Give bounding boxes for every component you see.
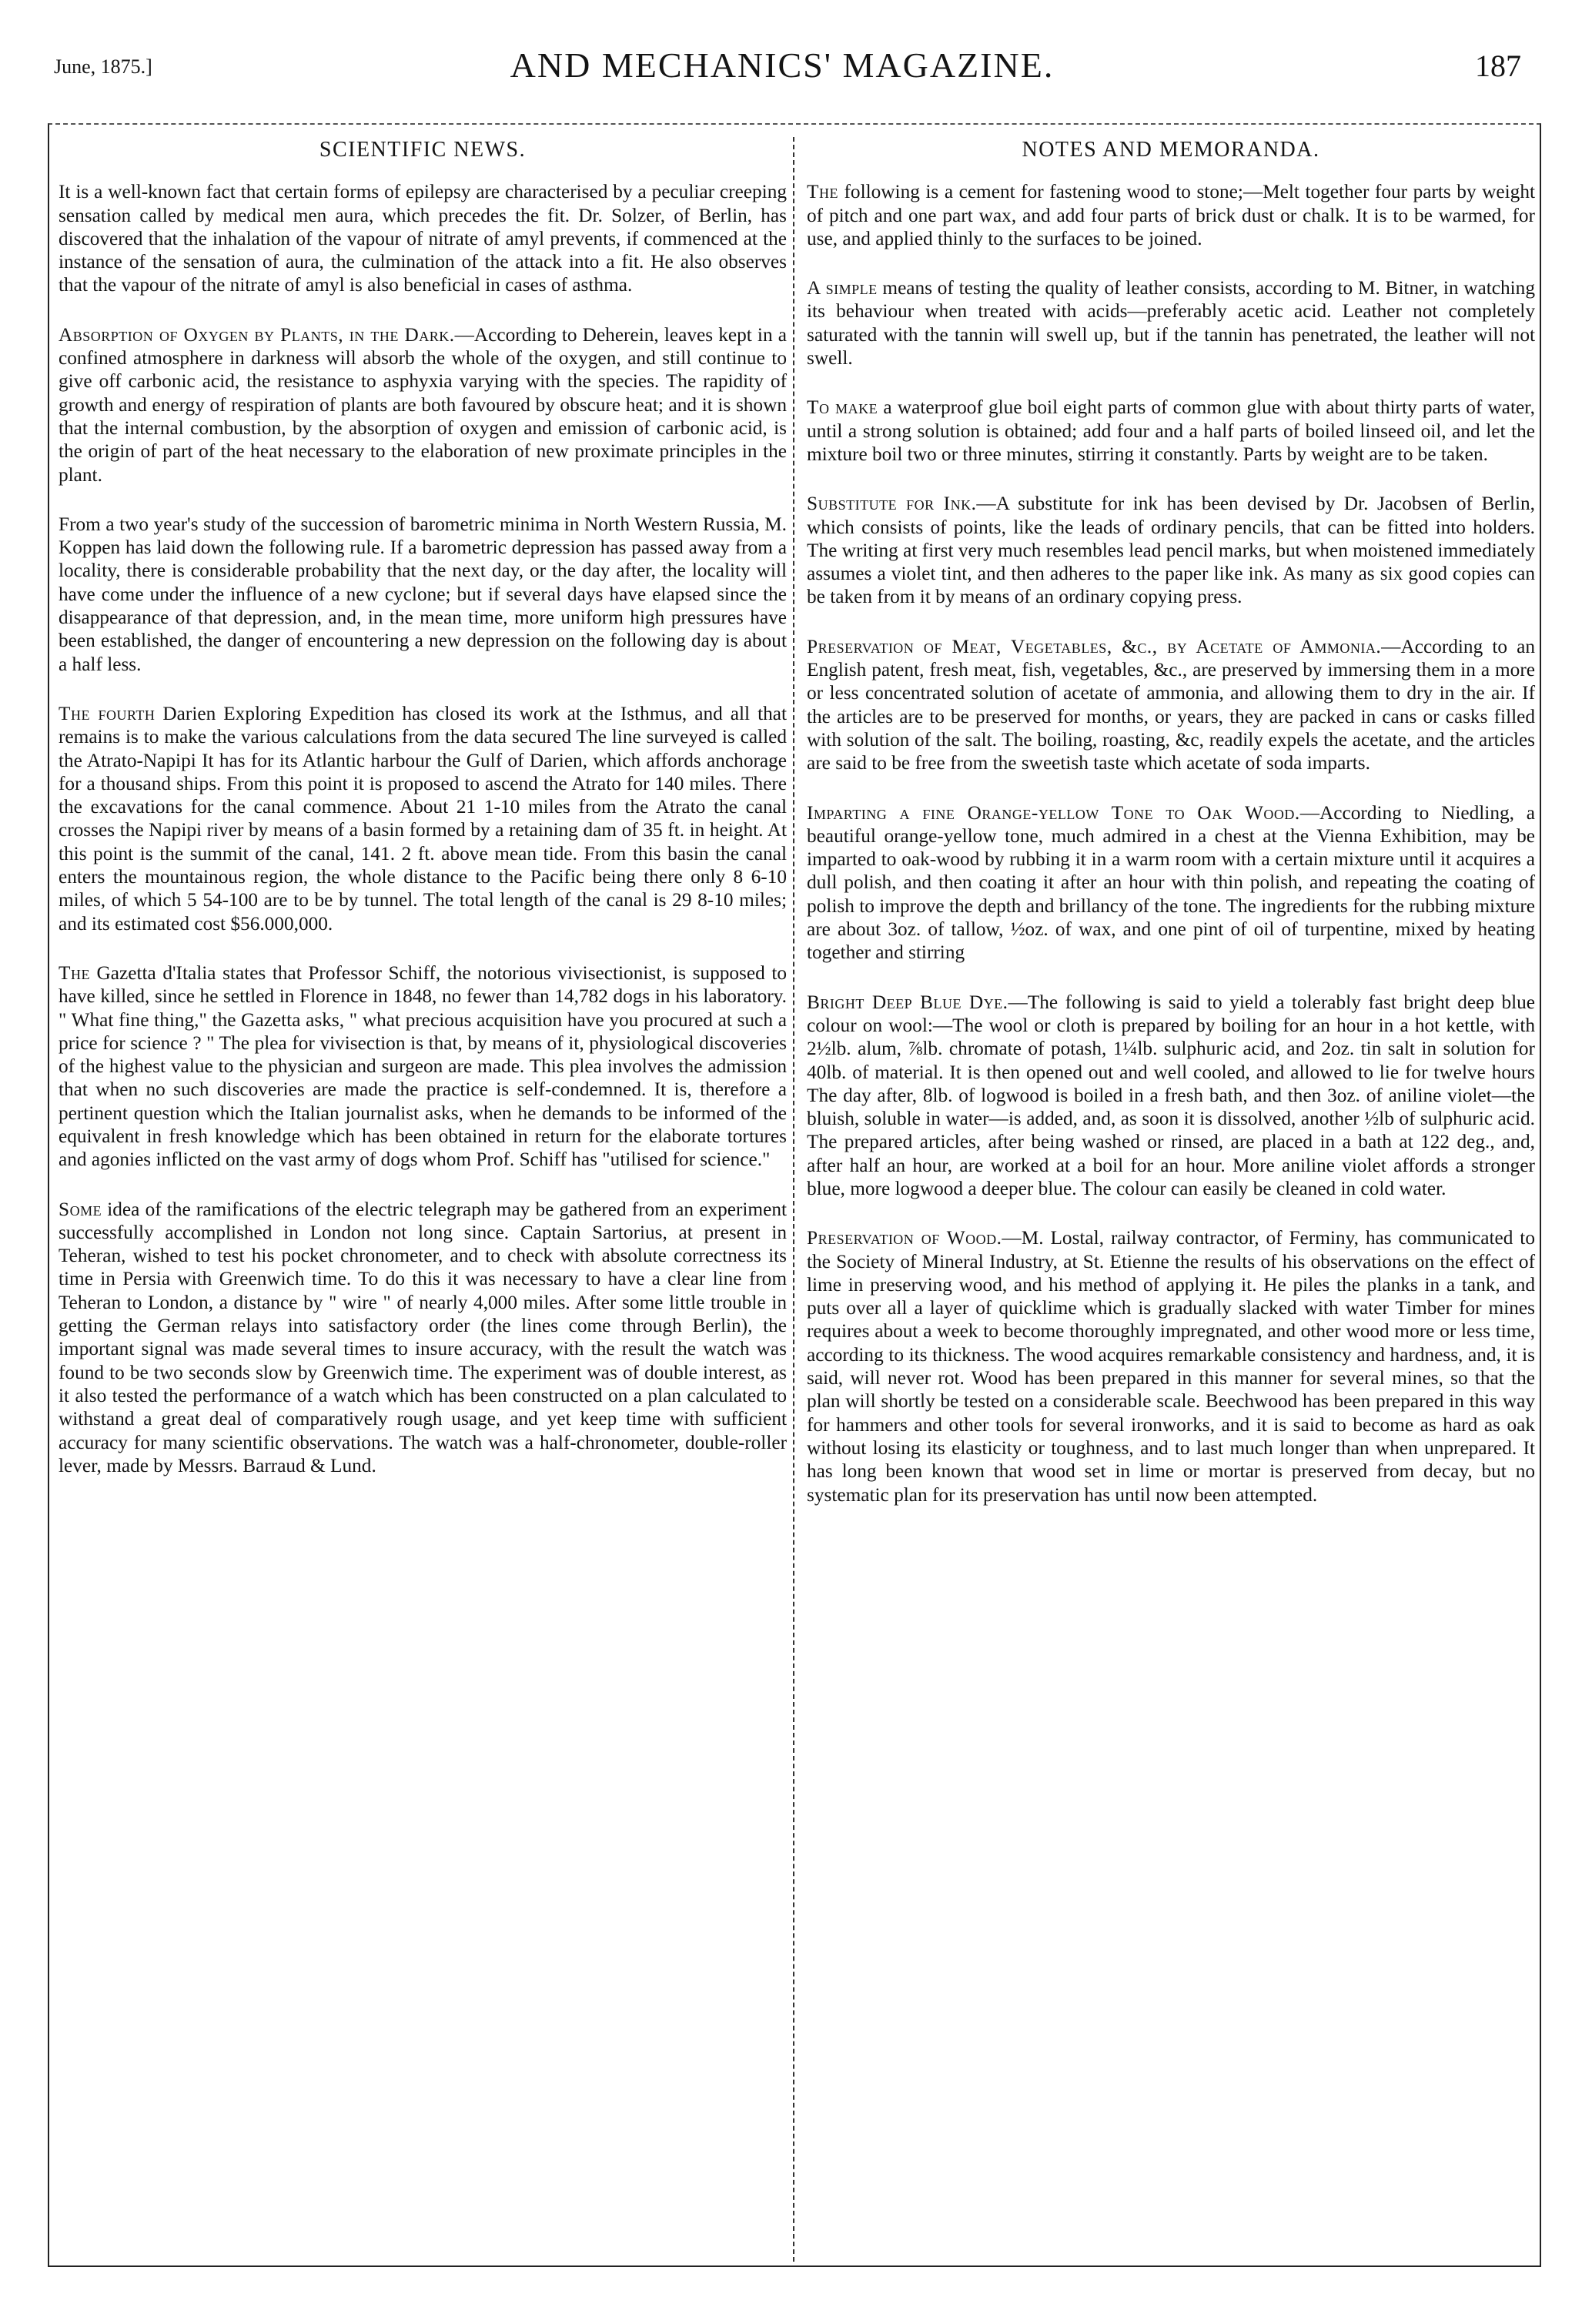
section-title-notes-memoranda: NOTES AND MEMORANDA. bbox=[1022, 138, 1320, 162]
paragraph-text: —M. Lostal, railway contractor, of Ferminy, has communicated to the Society of Mineral Industry, at St. Etienne the results of his observations on the effect of lime in preserving wood, and his method of applying it. He piles the planks in a tank, and puts over all a layer of quicklime which is gradually slacked with water Timber for mines requires about a week to become thoroughly impregnated, and other wood more or less time, according to its thickness. The wood acquires remarkable consistency and hardness, and, it is said, will never rot. Wood has been prepared in this manner for several mines, so that the plan will shortly be tested on a considerable scale. Beechwood has been prepared in this way for hammers and other tools for several ironworks, and it is said to become as hard as oak without losing its elasticity or toughness, and to last much longer than when unprepared. It has long been known that wood set in lime or mortar is preserved from decay, but no systematic plan for its preservation has until now been attempted. bbox=[807, 1227, 1535, 1506]
paragraph-lead: Preservation of Meat, Vegetables, &c., by Acetate of Ammonia. bbox=[807, 635, 1382, 657]
paragraph-lead: Preservation of Wood. bbox=[807, 1227, 1002, 1249]
paragraph-lead: The bbox=[807, 181, 838, 203]
paragraph-text: means of testing the quality of leather consists, according to M. Bitner, in watching its behaviour when treated with acids—preferably acetic acid. Leather not completely saturated with the tannin will swell up, but if the tannin has penetrated, the leather will not swell. bbox=[807, 277, 1535, 369]
article-paragraph bbox=[807, 396, 1535, 466]
article-paragraph bbox=[59, 1198, 787, 1478]
article-paragraph bbox=[807, 801, 1535, 965]
paragraph-lead: The bbox=[59, 961, 90, 984]
paragraph-lead: Substitute for Ink. bbox=[807, 493, 977, 515]
article-paragraph bbox=[59, 961, 787, 1172]
article-paragraph bbox=[807, 635, 1535, 775]
article-paragraph bbox=[59, 702, 787, 935]
left-column bbox=[59, 137, 787, 1503]
paragraph-lead: Bright Deep Blue Dye. bbox=[807, 991, 1008, 1013]
article-paragraph bbox=[807, 991, 1535, 1201]
paragraph-lead: Absorption of Oxygen by Plants, in the Dark. bbox=[59, 323, 455, 346]
right-column bbox=[807, 137, 1535, 1533]
article-paragraph bbox=[59, 180, 787, 296]
paragraph-text: —The following is said to yield a tolerably fast bright deep blue colour on wool:—The wool or cloth is prepared by boiling for an hour in a hot kettle, with 2½lb. alum, ⅞lb. chromate of potash, 1¼lb. sulphuric acid, and 2oz. tin salt in solution for 40lb. of material. It is then opened out and well cooled, and allowed to lie for twelve hours The day after, 8lb. of logwood is boiled in a fresh bath, and then 3oz. of aniline violet—the bluish, soluble in water—is added, and, as soon it is dissolved, another ½lb of sulphuric acid. The prepared articles, after being washed or rinsed, are placed in a bath at 122 deg., and, after half an hour, are worked at a boil for an hour. More aniline violet affords a stronger blue, more logwood a deeper blue. The colour can easily be cleaned in cold water. bbox=[807, 991, 1535, 1199]
paragraph-lead: Imparting a fine Orange-yellow Tone to Oak Wood. bbox=[807, 801, 1300, 824]
paragraph-text: a waterproof glue boil eight parts of common glue with about thirty parts of water, until a strong solution is obtained; add four and a half parts of boiled linseed oil, and let the mixture boil two or three minutes, stirring it constantly. Parts by weight are to be taken. bbox=[807, 396, 1536, 465]
paragraph-text: —According to Deherein, leaves kept in a confined atmosphere in darkness will absorb the whole of the oxygen, and still continue to give off carbonic acid, the resistance to asphyxia varying with the species. The rapidity of growth and energy of respiration of plants are both favoured by obscure heat; and it is shown that the internal combustion, by the absorption of oxygen and emission of carbonic acid, is the origin of part of the heat necessary to the elaboration of new proximate principles in the plant. bbox=[59, 323, 787, 486]
article-paragraph bbox=[807, 492, 1535, 608]
paragraph-text: —A substitute for ink has been devised by Dr. Jacobsen of Berlin, which consists of points, like the leads of ordinary pencils, that can be fitted into holders. The writing at first very much resembles lead pencil marks, but when moistened immediately assumes a violet tint, and then adheres to the paper like ink. As many as six good copies can be taken from it by means of an ordinary copying press. bbox=[807, 493, 1535, 608]
article-paragraph bbox=[807, 1226, 1535, 1506]
page-header bbox=[43, 45, 1521, 94]
page-number: 187 bbox=[1475, 48, 1521, 83]
paragraph-text: Gazetta d'Italia states that Professor Schiff, the notorious vivisectionist, is supposed to have killed, since he settled in Florence in 1848, no fewer than 14,782 dogs in his laboratory. " What fine thing," the Gazetta asks, " what precious acquisition have you procured at such a price for science ? " The plea for vivisection is that, by means of it, physiological discoveries of the highest value to the physician and surgeon are made. This plea involves the admission that when no such discoveries are made the practice is self-condemned. It is, therefore a pertinent question which the Italian journalist asks, when he demands to be informed of the equivalent in fresh knowledge which has been obtained in return for the elaborate tortures and agonies inflicted on the vast army of dogs whom Prof. Schiff has "utilised for science." bbox=[59, 961, 787, 1171]
article-paragraph bbox=[59, 513, 787, 676]
paragraph-text: —According to Niedling, a beautiful orange-yellow tone, much admired in a chest at the Vienna Exhibition, may be imparted to oak-wood by rubbing it in a warm room with a certain mixture until it acquires a dull polish, and then coating it after an hour with thin polish, and repeating the coating of polish to improve the depth and brillancy of the tone. The ingredients for the rubbing mixture are about 3oz. of tallow, ½oz. of wax, and one pint of oil of turpentine, mixed by heating together and stirring bbox=[807, 801, 1536, 964]
paragraph-lead: Some bbox=[59, 1198, 102, 1220]
article-paragraph bbox=[807, 276, 1535, 369]
issue-date: June, 1875.] bbox=[54, 55, 152, 78]
paragraph-text: —According to an English patent, fresh meat, fish, vegetables, &c., are preserved by immersing them in a more or less concentrated solution of acetate of ammonia, and allowing them to dry in the air. If the articles are to be preserved for months, or years, they are packed in cans or casks filled with solution of the salt. The boiling, roasting, &c, readily expels the acetate, and the articles are said to be free from the sweetish taste which acetate of soda imparts. bbox=[807, 635, 1535, 774]
section-title-scientific-news: SCIENTIFIC NEWS. bbox=[319, 138, 527, 162]
paragraph-text: following is a cement for fastening wood to stone;—Melt together four parts by weight of pitch and one part wax, and add four parts of brick dust or chalk. It is to be warmed, for use, and applied thinly to the surfaces to be joined. bbox=[807, 181, 1535, 249]
right-paragraphs bbox=[807, 180, 1535, 1506]
article-paragraph bbox=[59, 323, 787, 487]
paragraph-lead: To make bbox=[807, 396, 878, 419]
paragraph-text: idea of the ramifications of the electric telegraph may be gathered from an experiment successfully accomplished in London not long since. Captain Sartorius, at present in Teheran, wished to test his pocket chronometer, and to check with absolute correctness its time in Persia with Greenwich time. To do this it was necessary to have a clear line from Teheran to London, a distance by " wire " of nearly 4,000 miles. After some little trouble in getting the German relays into satisfactory order (the lines come through Berlin), the important signal was made several times to insure accuracy, with the result the watch was found to be two seconds slow by Greenwich time. The experiment was of double interest, as it also tested the performance of a watch which has been constructed on a plan calculated to withstand a great deal of comparatively rough usage, and yet keep time with sufficient accuracy for many scientific observations. The watch was a half-chronometer, double-roller lever, made by Messrs. Barraud & Lund. bbox=[59, 1198, 787, 1476]
running-title: AND MECHANICS' MAGAZINE. bbox=[510, 45, 1055, 85]
paragraph-text: From a two year's study of the succession of barometric minima in North Western Russia, M. Koppen has laid down the following rule. If a barometric depression has passed away from a locality, there is considerable probability that the next day, or the day after, the locality will have come under the influence of a new cyclone; but if several days have elapsed since the disappearance of that depression, and, in the mean time, more uniform high pressures have been established, the danger of encountering a new depression on the following day is about a half less. bbox=[59, 513, 787, 675]
article-paragraph bbox=[807, 180, 1535, 250]
left-paragraphs bbox=[59, 180, 787, 1477]
paragraph-text: Darien Exploring Expedition has closed its work at the Isthmus, and all that remains is to make the various calculations from the data secured The line surveyed is called the Atrato-Napipi It has for its Atlantic harbour the Gulf of Darien, which affords anchorage for a thousand ships. From this point it is proposed to ascend the Atrato for 140 miles. There the excavations for the canal commence. About 21 1-10 miles from the Atrato the canal crosses the Napipi river by means of a basin formed by a retaining dam of 35 ft. in height. At this point is the summit of the canal, 141. 2 ft. above mean tide. From this basin the canal enters the mountainous region, the whole distance to the Pacific being there only 8 6-10 miles, of which 5 54-100 are to be by tunnel. The total length of the canal is 29 8-10 miles; and its estimated cost $56.000,000. bbox=[59, 702, 788, 935]
paragraph-lead: A simple bbox=[807, 277, 878, 299]
column-divider bbox=[793, 137, 794, 2262]
paragraph-lead: The fourth bbox=[59, 702, 156, 724]
paragraph-text: It is a well-known fact that certain forms of epilepsy are characterised by a peculiar creeping sensation called by medical men aura, which precedes the fit. Dr. Solzer, of Berlin, has discovered that the inhalation of the vapour of nitrate of amyl prevents, if commenced at the instance of the sensation of aura, the culmination of the attack into a fit. He also observes that the vapour of the nitrate of amyl is also beneficial in cases of asthma. bbox=[59, 181, 787, 296]
